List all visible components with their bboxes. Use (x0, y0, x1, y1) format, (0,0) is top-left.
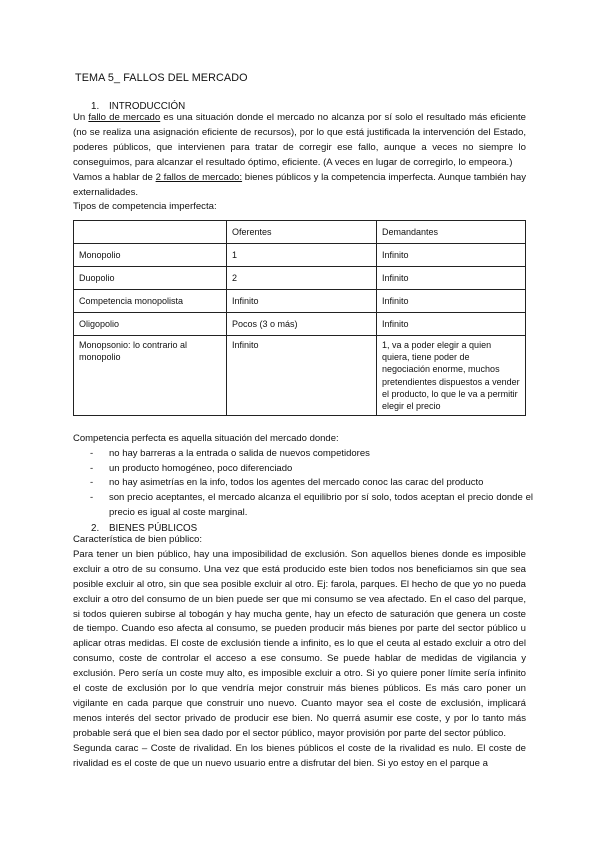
table-cell: Oligopolio (74, 313, 227, 336)
exclusion-paragraph: Para tener un bien público, hay una imposibilidad de exclusión. Son aquellos bienes donde es imposible excluir a otro de su consumo. Una vez que está producido este bien todos nos beneficiamos sin que sea posible excluir al otro, sin que sea posible excluir al otro. Ej: farola, parques. El hecho de que yo no pueda excluir a otro del consumo de un bien puede ser que mi consumo se vea afectado. En el caso del parque, si todos quieren subirse al tobogán y hay mucha gente, hay un efecto de saturación que genera un coste de tiempo. Cuando eso afecta al consumo, se pueden producir más bienes por parte del sector público u aplicar otras medidas. El coste de exclusión tiende a infinito, es lo que el ceuta al estado excluir a otro del consumo, coste de controlar el acceso a ese consumo. Se puede hablar de medidas de vigilancia y exclusión. Pero sería un coste muy alto, es imposible excluir a otro. Si yo quiere poner límite sería infinito el coste de exclusión por lo que vendría mejor construir más bienes públicos. Es más caro poner un vigilante en cada parque que construir uno nuevo. Cuanto mayor sea el coste de exclusión, implicará menos interés del sector privado de producir ese bien. No querrá asumir ese coste, y por lo tanto más probable será que el bien sea dado por el sector público, mayor provisión por parte del sector público. (73, 548, 526, 739)
section-2-subheading: Característica de bien público: (73, 534, 203, 545)
two-failures-term: 2 fallos de mercado: (155, 171, 243, 183)
section-2-title: BIENES PÚBLICOS (109, 523, 198, 534)
list-item (73, 491, 533, 521)
dash-bullet: - (90, 477, 94, 489)
table-cell: Competencia monopolista (74, 290, 227, 313)
table-header-row (74, 221, 526, 244)
table-row (74, 267, 526, 290)
list-item-text: un producto homogéneo, poco diferenciado (109, 462, 293, 474)
table-header-cell (74, 221, 227, 244)
dash-bullet: - (90, 492, 94, 504)
table-cell: Infinito (227, 290, 377, 313)
table-cell: Infinito (377, 290, 526, 313)
table-cell: 2 (227, 267, 377, 290)
list-item (73, 447, 533, 462)
table-row (74, 336, 526, 416)
table-cell: Monopolio (74, 244, 227, 267)
market-failure-term: fallo de mercado (88, 112, 161, 123)
perfect-competition-list (73, 447, 533, 521)
p2-prefix: Vamos a hablar de (73, 171, 156, 183)
table-cell: 1, va a poder elegir a quien quiera, tiene poder de negociación enorme, muchos pretendientes dispuestos a vender el producto, lo que le va a permitir elegir el precio (377, 336, 526, 416)
p1-text: es una situación donde el mercado no alcanza por sí solo el resultado más eficiente (no se realiza una asignación eficiente de recursos), por lo que está justificada la intervención del Estado, poderes públicos, que intervienen para tratar de corregir ese fallo, aunque a veces no siempre lo conseguimos, para alcanzar el resultado óptimo, eficiente. (A veces en lugar de corregirlo, lo empeora.) (73, 112, 526, 168)
table-cell: Pocos (3 o más) (227, 313, 377, 336)
section-2-body (73, 533, 526, 772)
table-cell: Infinito (377, 313, 526, 336)
p2-text: bienes públicos y la competencia imperfecta. Aunque también hay externalidades. (73, 171, 527, 198)
dash-bullet: - (90, 462, 94, 474)
table-row (74, 313, 526, 336)
table-cell: Duopolio (74, 267, 227, 290)
section-1-body (73, 111, 526, 215)
dash-bullet: - (90, 447, 94, 459)
list-item-text: son precio aceptantes, el mercado alcanza el equilibrio por sí solo, todos aceptan el precio donde el precio es igual al coste marginal. (109, 492, 533, 518)
table-cell: Infinito (377, 267, 526, 290)
rivalry-paragraph: Segunda carac – Coste de rivalidad. En los bienes públicos el coste de la rivalidad es nulo. El coste de rivalidad es el coste de que un nuevo usuario entre a disfrutar del bien. Si yo estoy en el parque a (73, 742, 526, 769)
table-row (74, 244, 526, 267)
table-header-cell: Demandantes (377, 221, 526, 244)
table-row (74, 290, 526, 313)
competition-table (73, 220, 526, 416)
table-cell: Infinito (227, 336, 377, 416)
list-item-text: no hay asimetrías en la info, todos los agentes del mercado conoc las carac del producto (109, 477, 484, 489)
list-item (73, 462, 533, 477)
table-header-cell: Oferentes (227, 221, 377, 244)
section-1-title: INTRODUCCIÓN (109, 101, 186, 112)
section-1-number: 1. (91, 101, 100, 112)
p1-prefix: Un (73, 112, 89, 123)
section-2-number: 2. (91, 523, 100, 534)
perfect-competition-block (73, 432, 533, 521)
table-cell: 1 (227, 244, 377, 267)
table-cell: Infinito (377, 244, 526, 267)
perfect-competition-intro: Competencia perfecta es aquella situación del mercado donde: (73, 433, 339, 444)
two-failures-paragraph (73, 171, 526, 201)
document-title: TEMA 5_ FALLOS DEL MERCADO (75, 72, 248, 84)
market-failure-paragraph (73, 111, 526, 171)
table-cell: Monopsonio: lo contrario al monopolio (74, 336, 227, 416)
table-caption: Tipos de competencia imperfecta: (73, 201, 217, 213)
list-item (73, 476, 533, 491)
list-item-text: no hay barreras a la entrada o salida de nuevos competidores (109, 447, 370, 459)
